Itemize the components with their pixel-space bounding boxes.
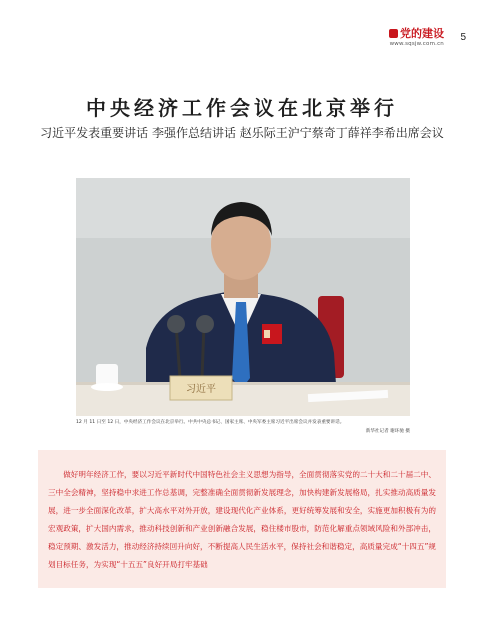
teacup [96,364,118,386]
logo-url: www.sqsjw.com.cn [389,41,444,47]
photo-caption: 12 月 11 日至 12 日，中央经济工作会议在北京举行。中共中央总书记、国家主席、中央军委主席习近平出席会议并发表重要讲话。 [76,420,345,425]
photo-credit: 新华社记者 谢环驰 摄 [365,429,410,434]
desk [76,384,410,416]
seal-icon [389,29,398,38]
logo-mark [389,28,444,40]
article-subtitle: 习近平发表重要讲话 李强作总结讲话 赵乐际王沪宁蔡奇丁薛祥李希出席会议 [40,126,444,140]
logo-text: 党的建设 [400,27,444,40]
photo-illustration [76,178,410,416]
article-title: 中央经济工作会议在北京举行 [86,96,398,120]
news-photo [76,178,410,416]
summary-text: 做好明年经济工作，要以习近平新时代中国特色社会主义思想为指导，全面贯彻落实党的二十大和二十届二中、三中全会精神，坚持稳中求进工作总基调，完整准确全面贯彻新发展理念，加快构建新发展格局，扎实推动高质量发展，进一步全面深化改革，扩大高水平对外开放，建设现代化产业体系，更好统筹发展和安全，实施更加积极有为的宏观政策，扩大国内需求，推动科技创新和产业创新融合发展，稳住楼市股市，防范化解重点领域风险和外部冲击，稳定预期、激发活力，推动经济持续回升向好，不断提高人民生活水平，保持社会和谐稳定，高质量完成“十四五”规划目标任务，为实现“十五五”良好开局打牢基础 [48,470,436,569]
page-number: 5 [460,32,466,43]
publication-logo [389,28,444,48]
nameplate-text: 习近平 [186,384,216,395]
